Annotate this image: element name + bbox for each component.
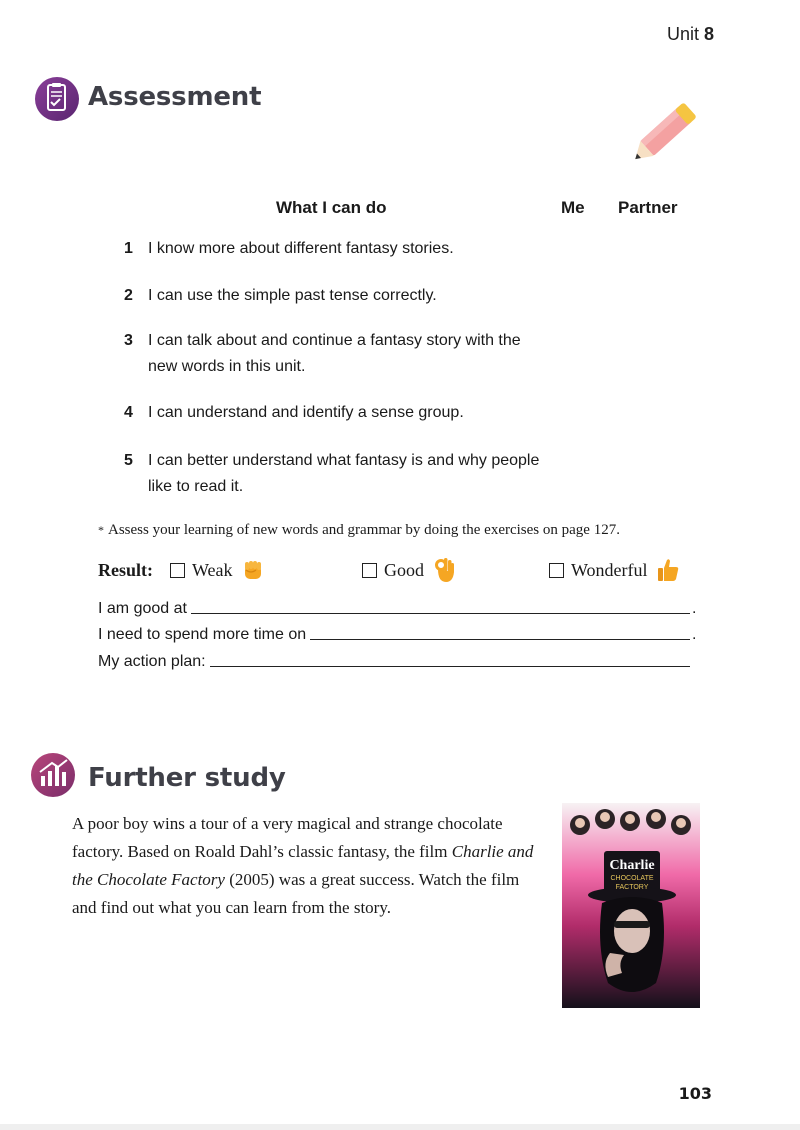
result-option-good xyxy=(362,556,458,584)
item-text: I can talk about and continue a fantasy story with the new words in this unit. xyxy=(148,332,521,375)
list-item xyxy=(124,448,544,500)
thumbs-up-icon xyxy=(654,556,682,584)
item-text: I can use the simple past tense correctly. xyxy=(148,287,437,304)
column-partner: Partner xyxy=(618,198,678,217)
fill-in-action-plan xyxy=(98,649,698,671)
item-number: 3 xyxy=(124,332,133,349)
note-text: Assess your learning of new words and grammar by doing the exercises on page 127. xyxy=(108,522,620,538)
wonderful-label: Wonderful xyxy=(571,559,648,580)
good-label: Good xyxy=(384,559,424,580)
item-number: 1 xyxy=(124,240,133,257)
weak-checkbox[interactable] xyxy=(170,563,185,578)
fill-in-prompt: My action plan: xyxy=(98,653,206,670)
answer-line[interactable] xyxy=(191,613,690,614)
unit-label xyxy=(667,24,714,45)
pencil-icon xyxy=(618,93,706,177)
paragraph-text-before: A poor boy wins a tour of a very magical and strange chocolate factory. Based on Roald Dahl’s classic fantasy, the film xyxy=(72,814,503,861)
fill-in-prompt: I am good at xyxy=(98,600,187,617)
fist-icon xyxy=(239,556,267,584)
bottom-strip xyxy=(0,1124,800,1130)
list-item xyxy=(124,236,544,262)
note-marker: * xyxy=(98,523,104,537)
list-item xyxy=(124,283,544,309)
unit-label-text: Unit xyxy=(666,24,699,44)
movie-poster xyxy=(562,803,700,1008)
item-number: 5 xyxy=(124,452,133,469)
fill-in-end: . xyxy=(692,600,697,617)
page-number: 103 xyxy=(678,1084,712,1103)
poster-title-line1: Charlie xyxy=(609,858,655,873)
fill-in-prompt: I need to spend more time on xyxy=(98,626,307,643)
poster-title-line3: FACTORY xyxy=(615,884,649,891)
wonderful-checkbox[interactable] xyxy=(549,563,564,578)
item-text: I know more about different fantasy stories. xyxy=(148,240,454,257)
item-number: 2 xyxy=(124,287,133,304)
paragraph-text-after: (2005) was a great success. Watch the film and find out what you can learn from the story. xyxy=(72,870,520,917)
result-option-weak xyxy=(170,556,267,584)
exercise-note xyxy=(98,522,620,539)
result-label: Result: xyxy=(98,560,153,580)
list-item xyxy=(124,328,554,380)
result-option-wonderful xyxy=(549,556,682,584)
good-checkbox[interactable] xyxy=(362,563,377,578)
answer-line[interactable] xyxy=(310,639,690,640)
further-study-heading: Further study xyxy=(88,763,286,793)
poster-title-line2: CHOCOLATE xyxy=(610,875,654,882)
film-title: Charlie and the Chocolate Factory xyxy=(72,842,534,889)
bar-chart-icon xyxy=(30,752,76,798)
column-what-i-can-do: What I can do xyxy=(276,198,387,217)
item-text: I can better understand what fantasy is and why people like to read it. xyxy=(148,452,540,495)
answer-line[interactable] xyxy=(210,666,690,667)
fill-in-good-at xyxy=(98,596,698,618)
list-item xyxy=(124,400,544,426)
further-study-paragraph xyxy=(72,810,542,922)
column-me: Me xyxy=(561,198,585,217)
weak-label: Weak xyxy=(192,559,233,580)
item-number: 4 xyxy=(124,404,133,421)
unit-number: 8 xyxy=(703,24,714,44)
fill-in-end: . xyxy=(692,626,697,643)
item-text: I can understand and identify a sense group. xyxy=(148,404,464,421)
assessment-heading: Assessment xyxy=(88,82,262,112)
ok-hand-icon xyxy=(430,556,458,584)
fill-in-more-time xyxy=(98,622,698,644)
checklist-icon xyxy=(34,76,80,122)
